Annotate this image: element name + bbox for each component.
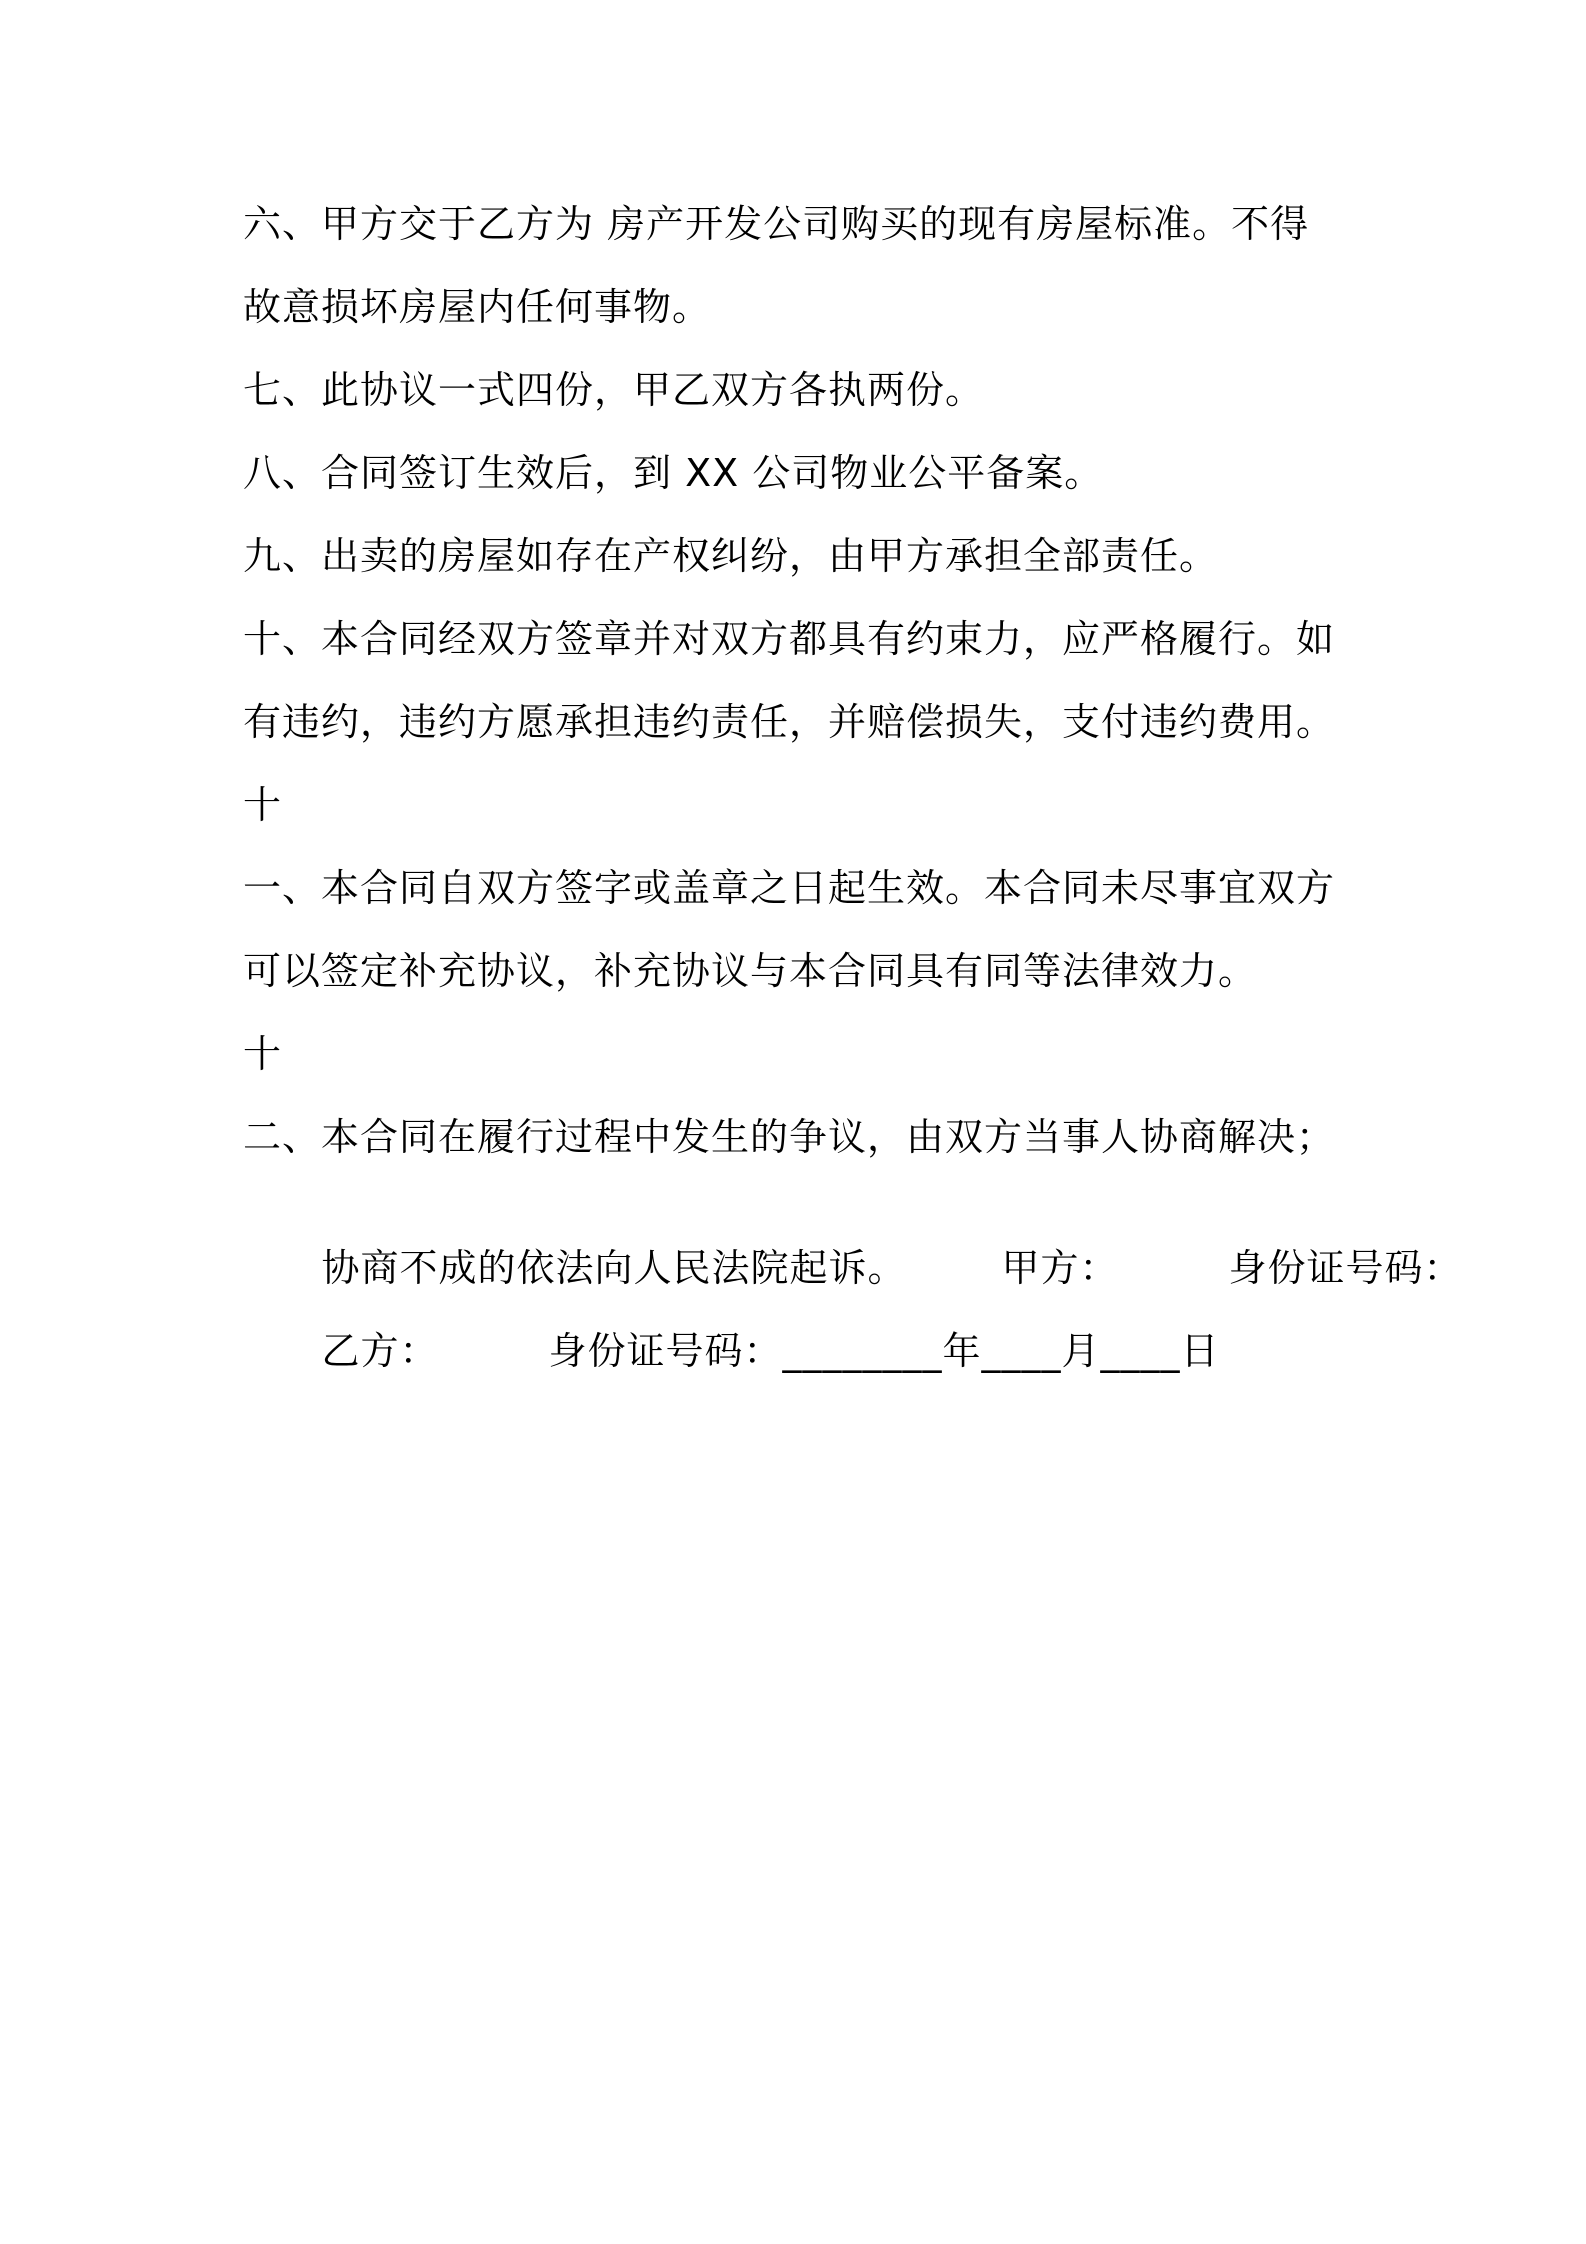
paragraph-line: 故意损坏房屋内任何事物。 xyxy=(243,285,712,329)
signature-line-1 xyxy=(243,1196,1463,1290)
party-a-id-label: 身份证号码： xyxy=(1228,1246,1463,1290)
paragraph-line: 十 xyxy=(243,1032,283,1076)
date-field: ________年____月____日 xyxy=(782,1329,1220,1373)
paragraph-line: 七、此协议一式四份，甲乙双方各执两份。 xyxy=(243,368,985,412)
paragraph-line: 八、合同签订生效后，到 XX 公司物业公平备案。 xyxy=(243,451,1104,495)
paragraph-line: 九、出卖的房屋如存在产权纠纷，由甲方承担全部责任。 xyxy=(243,534,1219,578)
party-b-label: 乙方： xyxy=(321,1329,439,1373)
signature-line-2 xyxy=(243,1279,1363,1373)
paragraph-line: 有违约，违约方愿承担违约责任，并赔偿损失，支付违约费用。 xyxy=(243,700,1336,744)
paragraph-line: 可以签定补充协议，补充协议与本合同具有同等法律效力。 xyxy=(243,949,1258,993)
paragraph-line: 十 xyxy=(243,783,283,827)
document-body xyxy=(243,200,1463,1373)
party-b-id-label: 身份证号码： xyxy=(548,1329,783,1373)
paragraph-line: 二、本合同在履行过程中发生的争议，由双方当事人协商解决； xyxy=(243,1115,1336,1159)
closing-text: 协商不成的依法向人民法院起诉。 xyxy=(321,1246,907,1290)
paragraph-line: 十、本合同经双方签章并对双方都具有约束力，应严格履行。如 xyxy=(243,617,1336,661)
party-a-label: 甲方： xyxy=(1001,1246,1119,1290)
paragraph-line: 六、甲方交于乙方为 房产开发公司购买的现有房屋标准。不得 xyxy=(243,202,1310,246)
paragraph-line: 一、本合同自双方签字或盖章之日起生效。本合同未尽事宜双方 xyxy=(243,866,1336,910)
